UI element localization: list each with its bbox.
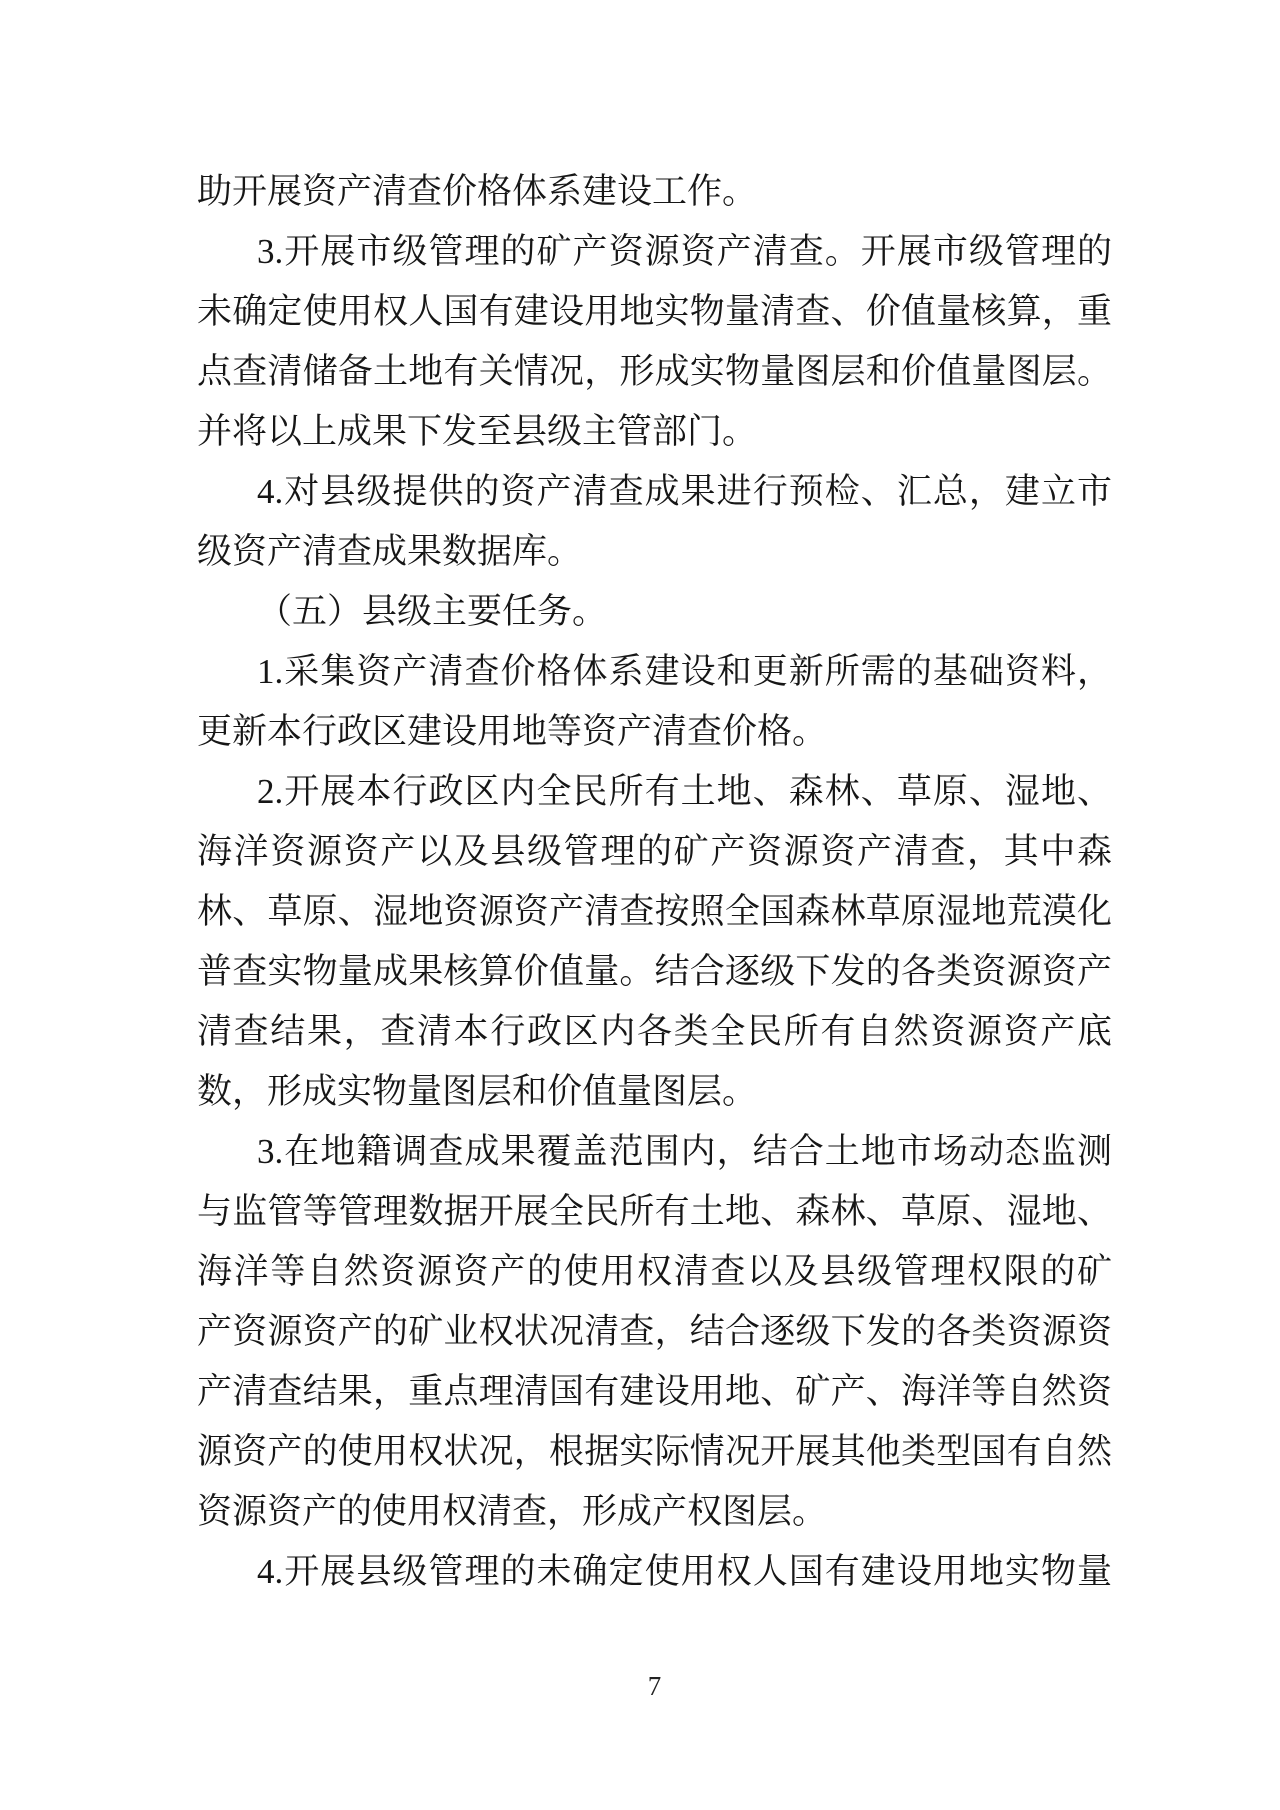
page-number: 7 [647,1671,662,1701]
text-line: 产清查结果，重点理清国有建设用地、矿产、海洋等自然资 [197,1372,1112,1411]
text-line: 产资源资产的矿业权状况清查，结合逐级下发的各类资源资 [197,1312,1112,1351]
text-line: 普查实物量成果核算价值量。结合逐级下发的各类资源资产 [197,952,1112,991]
text-line: 级资产清查成果数据库。 [197,532,583,571]
text-line: 4.开展县级管理的未确定使用权人国有建设用地实物量 [257,1552,1112,1591]
text-line: 助开展资产清查价格体系建设工作。 [197,172,758,211]
text-line: 3.在地籍调查成果覆盖范围内，结合土地市场动态监测 [257,1132,1112,1171]
text-line: 未确定使用权人国有建设用地实物量清查、价值量核算，重 [197,292,1112,331]
text-line: 林、草原、湿地资源资产清查按照全国森林草原湿地荒漠化 [197,892,1112,931]
text-line: 海洋资源资产以及县级管理的矿产资源资产清查，其中森 [197,832,1112,871]
text-line: 2.开展本行政区内全民所有土地、森林、草原、湿地、 [257,772,1112,811]
text-line: 清查结果，查清本行政区内各类全民所有自然资源资产底 [197,1012,1112,1051]
text-line: 点查清储备土地有关情况，形成实物量图层和价值量图层。 [197,352,1112,391]
text-line: 资源资产的使用权清查，形成产权图层。 [197,1492,828,1531]
document-body [197,162,1112,1602]
section-heading: （五）县级主要任务。 [257,592,608,631]
text-line: 4.对县级提供的资产清查成果进行预检、汇总，建立市 [257,472,1112,511]
text-line: 更新本行政区建设用地等资产清查价格。 [197,712,828,751]
text-line: 源资产的使用权状况，根据实际情况开展其他类型国有自然 [197,1432,1112,1471]
text-line: 与监管等管理数据开展全民所有土地、森林、草原、湿地、 [197,1192,1112,1231]
text-line: 数，形成实物量图层和价值量图层。 [197,1072,758,1111]
text-line: 3.开展市级管理的矿产资源资产清查。开展市级管理的 [257,232,1112,271]
text-line: 并将以上成果下发至县级主管部门。 [197,412,758,451]
text-line: 海洋等自然资源资产的使用权清查以及县级管理权限的矿 [197,1252,1112,1291]
text-line: 1.采集资产清查价格体系建设和更新所需的基础资料， [257,652,1112,691]
